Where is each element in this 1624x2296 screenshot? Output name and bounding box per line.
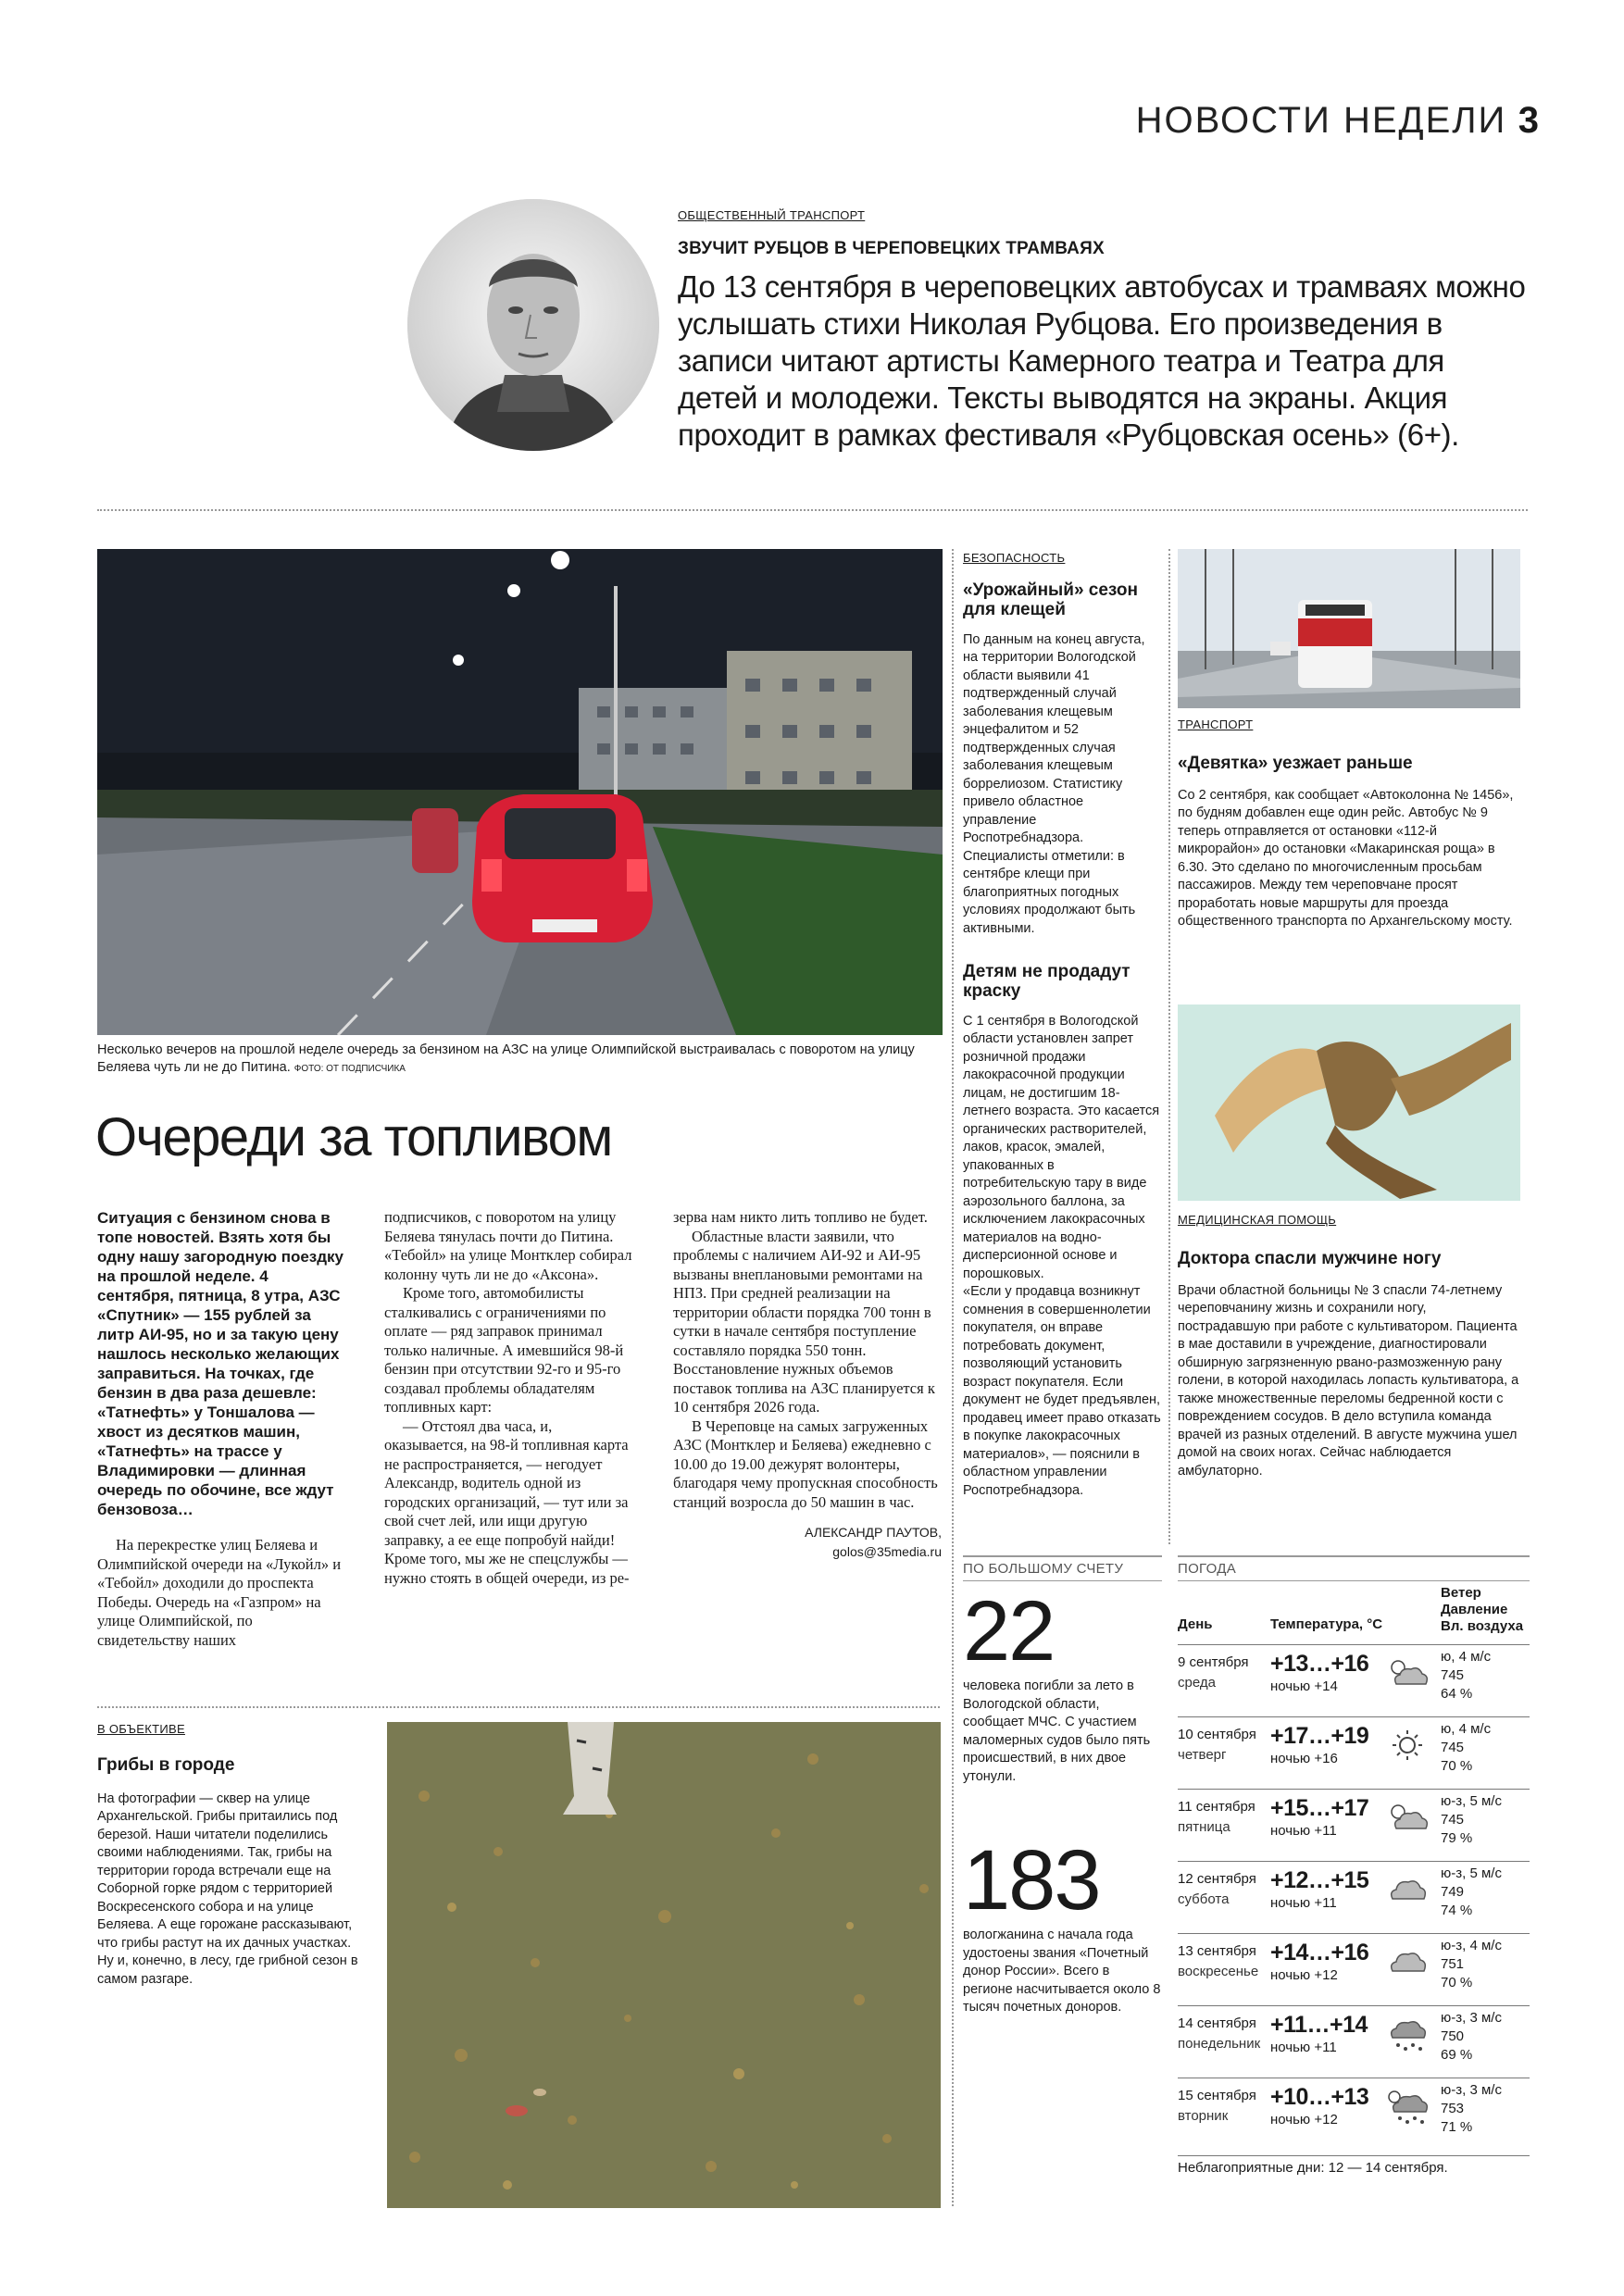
author-email: golos@35media.ru <box>832 1543 942 1559</box>
weather-pressure: 745 <box>1441 1667 1465 1683</box>
rain-icon <box>1383 2015 1431 2053</box>
weather-humidity: 70 % <box>1441 1975 1473 1990</box>
medicine-text: Врачи областной больницы № 3 спасли 74-летнему череповчанину жизнь и сохранили ногу, пострадавшую при работе с культиватором. Пациента в мае доставили в учреждение, диагностировали обширную загрязненную рвано-размозженную рану голени, в которой находилась лопасть культиватора, а также множественные переломы бедренной кости с повреждением сосудов. В дело вступила команда врачей из разных отделений. В августе мужчина ушел домой на своих ногах. Сейчас наблюдается амбулаторно. <box>1178 1282 1519 1479</box>
weather-humidity: 71 % <box>1441 2119 1473 2135</box>
weather-temp: +10…+13 <box>1270 2084 1369 2110</box>
paint-text-1: С 1 сентября в Вологодской области установлен запрет розничной продажи лакокрасочной продукции лицам, не достигшим 18-летнего возраста. Это касается органических растворителей, лаков, красок, эмалей, упакованных в потребительскую тару в виде аэрозольного баллона, за исключением лакокрасочных материалов на водно-дисперсионной основе и порошковых. <box>963 1013 1160 1281</box>
weather-night <box>1270 1678 1338 1694</box>
main-col2-p3: — Отстоял два часа, и, оказывается, на 98-й топливная карта не распространяется, — негодует Александр, водитель одной из городских организаций, — тут или за свой счет лей, или ищи другую заправку, а ее еще попробуй найди! Кроме того, мы же не спецслужбы — нужно стоять в общей очереди, из ре- <box>384 1416 630 1587</box>
night-label: ночью <box>1270 1751 1311 1766</box>
ticks-text: По данным на конец августа, на территории Вологодской области выявили 41 подтвержденный случай заболевания клещевым энцефалитом и 52 подтвержденных случая заболевания клещевым боррелиозом. Статистику привело областное управление Роспотребнадзора. Специалисты отметили: в сентябре клещи при благоприятных погодных условиях продолжают быть активными. <box>963 631 1145 936</box>
weather-night <box>1270 1895 1337 1911</box>
weather-temp: +14…+16 <box>1270 1940 1369 1965</box>
weather-temp: +13…+16 <box>1270 1651 1369 1677</box>
paint-article <box>963 963 1162 1500</box>
weather-temp: +12…+15 <box>1270 1867 1369 1893</box>
weather-table <box>1178 1644 1530 2150</box>
fuel-queue-photo <box>97 549 943 1035</box>
page-number: 3 <box>1518 100 1539 141</box>
weather-weekday: четверг <box>1178 1747 1227 1763</box>
section-title: НОВОСТИ НЕДЕЛИ <box>1135 100 1507 141</box>
night-label: ночью <box>1270 1967 1311 1983</box>
weather-wind: ю-з, 4 м/с <box>1441 1938 1502 1953</box>
number-183-text: вологжанина с начала года удостоены звания «Почетный донор России». Всего в регионе насчитывается около 8 тысяч почетных доноров. <box>963 1928 1161 2015</box>
weather-weekday: понедельник <box>1178 2036 1261 2052</box>
mushrooms-text: На фотографии — сквер на улице Архангельской. Грибы притаились под березой. Наши читатели поделились своими наблюдениями. Так, грибы на территории города встречали еще на Соборной горке рядом с территорией Воскресенского собора и на улице Беляева. А еще горожане рассказывают, что грибы растут на их дачных участках. Ну и, конечно, в лесу, где грибной сезон в самом разгаре. <box>97 1791 358 1987</box>
paint-text-2: «Если у продавца возникнут сомнения в совершеннолетии покупателя, он вправе потребовать документ, позволяющий установить возраст покупателя. Если документ не будет предъявлен, продавец имеет право отказать в покупке лакокрасочных материалов», — пояснили в областном управлении Роспотребнадзора. <box>963 1284 1161 1498</box>
number-22: 22 <box>963 1584 1055 1678</box>
weather-row <box>1178 1789 1530 1861</box>
weather-pressure: 749 <box>1441 1884 1465 1900</box>
weather-date: 12 сентября <box>1178 1871 1256 1887</box>
main-col3-p1: зерва нам никто лить топливо не будет. <box>673 1208 928 1226</box>
bus-title: «Девятка» уезжает раньше <box>1178 754 1413 773</box>
caption-text: Несколько вечеров на прошлой неделе очередь за бензином на АЗС на улице Олимпийской выстраивалась с поворотом на улицу Беляева чуть ли не до Питина. <box>97 1042 915 1075</box>
main-col2-p2: Кроме того, автомобилисты сталкивались с ограничениями по оплате — ряд заправок принимал только наличные. А имевшийся 98-й бензин при отсутствии 92-го и 95-го создавал проблемы обладателям топливных карт: <box>384 1284 624 1416</box>
weather-night <box>1270 2040 1337 2055</box>
night-label: ночью <box>1270 1895 1311 1911</box>
night-label: ночью <box>1270 1678 1311 1694</box>
weather-weekday: среда <box>1178 1675 1216 1691</box>
weather-pressure: 745 <box>1441 1740 1465 1755</box>
weather-temp: +17…+19 <box>1270 1723 1369 1749</box>
number-183: 183 <box>963 1833 1100 1928</box>
night-temp: +11 <box>1314 1823 1337 1839</box>
weather-date: 10 сентября <box>1178 1727 1256 1742</box>
night-label: ночью <box>1270 2112 1311 2128</box>
weather-note: Неблагоприятные дни: 12 — 14 сентября. <box>1178 2155 1530 2176</box>
weather-weekday: пятница <box>1178 1819 1230 1835</box>
weather-temp: +11…+14 <box>1270 2012 1368 2038</box>
weather-humidity: 70 % <box>1441 1758 1473 1774</box>
weather-date: 15 сентября <box>1178 2088 1256 2103</box>
weather-row <box>1178 1933 1530 2005</box>
weather-humidity: 74 % <box>1441 1903 1473 1918</box>
night-label: ночью <box>1270 1823 1311 1839</box>
main-col1-p1: На перекрестке улиц Беляева и Олимпийской очереди на «Лукойл» и «Тебойл» доходили до проспекта Победы. Очередь на «Газпром» на улице Олимпийской, по свидетельству наших <box>97 1536 342 1649</box>
night-temp: +12 <box>1314 1967 1338 1983</box>
weather-col-wind: Ветер <box>1441 1585 1481 1601</box>
ticks-rubric: БЕЗОПАСНОСТЬ <box>963 551 1066 565</box>
weather-night <box>1270 2112 1338 2128</box>
top-title: ЗВУЧИТ РУБЦОВ В ЧЕРЕПОВЕЦКИХ ТРАМВАЯХ <box>678 239 1105 258</box>
cloud-icon <box>1383 1943 1431 1980</box>
rubtsov-portrait <box>407 199 659 451</box>
bus-photo <box>1178 549 1520 708</box>
weather-date: 14 сентября <box>1178 2015 1256 2031</box>
page-header <box>1120 100 1539 156</box>
weather-row <box>1178 2005 1530 2078</box>
weather-pressure: 745 <box>1441 1812 1465 1828</box>
weather-night <box>1270 1967 1338 1983</box>
weather-row <box>1178 1716 1530 1789</box>
cloud-icon <box>1383 1871 1431 1908</box>
weather-night <box>1270 1823 1337 1839</box>
mushrooms-title: Грибы в городе <box>97 1755 235 1775</box>
main-col-2 <box>384 1208 634 1588</box>
weather-wind: ю-з, 3 м/с <box>1441 2010 1502 2026</box>
weather-weekday: суббота <box>1178 1891 1230 1907</box>
main-headline: Очереди за топливом <box>95 1107 612 1167</box>
weather-temp: +15…+17 <box>1270 1795 1369 1821</box>
weather-date: 13 сентября <box>1178 1943 1256 1959</box>
main-col2-p1: подписчиков, с поворотом на улицу Беляева тянулась почти до Питина. «Тебойл» на улице Монтклер собирал колонну чуть ли не до «Аксона». <box>384 1208 632 1283</box>
weather-wind: ю, 4 м/с <box>1441 1649 1492 1665</box>
weather-wind: ю-з, 3 м/с <box>1441 2082 1502 2098</box>
weather-wind: ю, 4 м/с <box>1441 1721 1492 1737</box>
main-lead: Ситуация с бензином снова в топе новостей. Взять хотя бы одну нашу загородную поездку на прошлой неделе. 4 сентября, пятница, 8 утра, АЗС «Спутник» — 155 рублей за литр АИ-95, но и за такую цену нашлось несколько желающих заправиться. На точках, где бензин в два раза дешевле: «Татнефть» у Тоншалова — хвост из десятков машин, «Татнефть» на трассе у Владимировки — длинная очередь по обочине, все ждут бензовоза… <box>97 1209 344 1518</box>
weather-row <box>1178 2078 1530 2150</box>
medicine-title: Доктора спасли мужчине ногу <box>1178 1249 1442 1268</box>
weather-pressure: 753 <box>1441 2101 1465 2116</box>
main-col-3 <box>673 1208 942 1561</box>
weather-col-pressure: Давление <box>1441 1602 1508 1617</box>
ticks-article <box>963 551 1157 938</box>
numbers-box <box>963 1555 1162 2017</box>
bus-article <box>1178 718 1520 931</box>
weather-box <box>1178 1555 1530 2176</box>
paint-title: Детям не продадут краску <box>963 962 1131 1001</box>
night-temp: +11 <box>1314 2040 1337 2055</box>
weather-humidity: 79 % <box>1441 1830 1473 1846</box>
mushrooms-photo <box>387 1722 941 2208</box>
author-name: АЛЕКСАНДР ПАУТОВ, <box>805 1525 942 1540</box>
cloud-sun-icon <box>1383 1799 1431 1836</box>
weather-date: 9 сентября <box>1178 1654 1249 1670</box>
weather-col-temp: Температура, °С <box>1270 1616 1383 1632</box>
photo-caption <box>97 1042 943 1078</box>
night-temp: +14 <box>1314 1678 1338 1694</box>
ticks-title: «Урожайный» сезон для клещей <box>963 580 1138 619</box>
rain-sun-icon <box>1383 2088 1431 2125</box>
mushrooms-article <box>97 1722 370 1989</box>
medicine-article <box>1178 1213 1520 1480</box>
mushrooms-rubric: В ОБЪЕКТИВЕ <box>97 1722 185 1736</box>
weather-col-day: День <box>1178 1616 1213 1632</box>
weather-night <box>1270 1751 1338 1766</box>
weather-date: 11 сентября <box>1178 1799 1255 1815</box>
cloud-sun-icon <box>1383 1654 1431 1691</box>
weather-pressure: 751 <box>1441 1956 1465 1972</box>
bus-rubric: ТРАНСПОРТ <box>1178 718 1254 731</box>
number-22-text: человека погибли за лето в Вологодской области, сообщает МЧС. С участием маломерных судов было пять происшествий, в них двое утонули. <box>963 1678 1151 1784</box>
divider-v2 <box>1168 549 1170 1544</box>
night-temp: +16 <box>1314 1751 1338 1766</box>
main-col-1 <box>97 1208 347 1650</box>
weather-weekday: воскресенье <box>1178 1964 1259 1979</box>
weather-row <box>1178 1644 1530 1716</box>
photo-credit: ФОТО: ОТ ПОДПИСЧИКА <box>294 1064 406 1074</box>
divider-bottom-left <box>97 1706 940 1708</box>
cultivator-photo <box>1178 1004 1520 1201</box>
sun-icon <box>1383 1727 1431 1764</box>
weather-humidity: 69 % <box>1441 2047 1473 2063</box>
main-col3-p3: В Череповце на самых загруженных АЗС (Монтклер и Беляева) ежедневно с 10.00 до 19.00 дежурят волонтеры, благодаря чему пропускная способность станций возросла до 50 машин в час. <box>673 1416 938 1511</box>
top-text: До 13 сентября в череповецких автобусах и трамваях можно услышать стихи Николая Рубцова. Его произведения в записи читают артисты Камерного театра и Театра для детей и молодежи. Тексты выводятся на экраны. Акция проходит в рамках фестиваля «Рубцовская осень» (6+). <box>678 269 1526 452</box>
night-label: ночью <box>1270 2040 1311 2055</box>
night-temp: +12 <box>1314 2112 1338 2128</box>
numbers-rubric: ПО БОЛЬШОМУ СЧЕТУ <box>963 1555 1162 1581</box>
weather-wind: ю-з, 5 м/с <box>1441 1793 1502 1809</box>
weather-pressure: 750 <box>1441 2028 1465 2044</box>
bus-text: Со 2 сентября, как сообщает «Автоколонна № 1456», по будням добавлен еще один рейс. Автобус № 9 теперь отправляется от остановки «112-й микрорайон» до остановки «Макаринская роща» в 6.30. Это сделано по многочисленным просьбам пассажиров. Между тем череповчане просят проработать новые маршруты для проезда общественного транспорта по Архангельскому мосту. <box>1178 787 1514 930</box>
weather-weekday: вторник <box>1178 2108 1229 2124</box>
weather-header <box>1178 1581 1530 1644</box>
night-temp: +11 <box>1314 1895 1337 1911</box>
weather-rubric: ПОГОДА <box>1178 1555 1530 1581</box>
weather-wind: ю-з, 5 м/с <box>1441 1866 1502 1881</box>
top-rubric: ОБЩЕСТВЕННЫЙ ТРАНСПОРТ <box>678 208 866 222</box>
main-col3-p2: Областные власти заявили, что проблемы с наличием АИ-92 и АИ-95 вызваны внеплановыми ремонтами на НПЗ. При средней реализации на территории области порядка 700 тонн в сутки в начале сентября поступление составляло порядка 550 тонн. Восстановление нужных объемов поставок топлива на АЗС планируется к 10 сентября 2026 года. <box>673 1227 935 1416</box>
divider-top <box>97 509 1528 511</box>
weather-humidity: 64 % <box>1441 1686 1473 1702</box>
medicine-rubric: МЕДИЦИНСКАЯ ПОМОЩЬ <box>1178 1213 1337 1227</box>
weather-col-humidity: Вл. воздуха <box>1441 1618 1524 1634</box>
divider-v1 <box>952 549 954 2206</box>
weather-row <box>1178 1861 1530 1933</box>
